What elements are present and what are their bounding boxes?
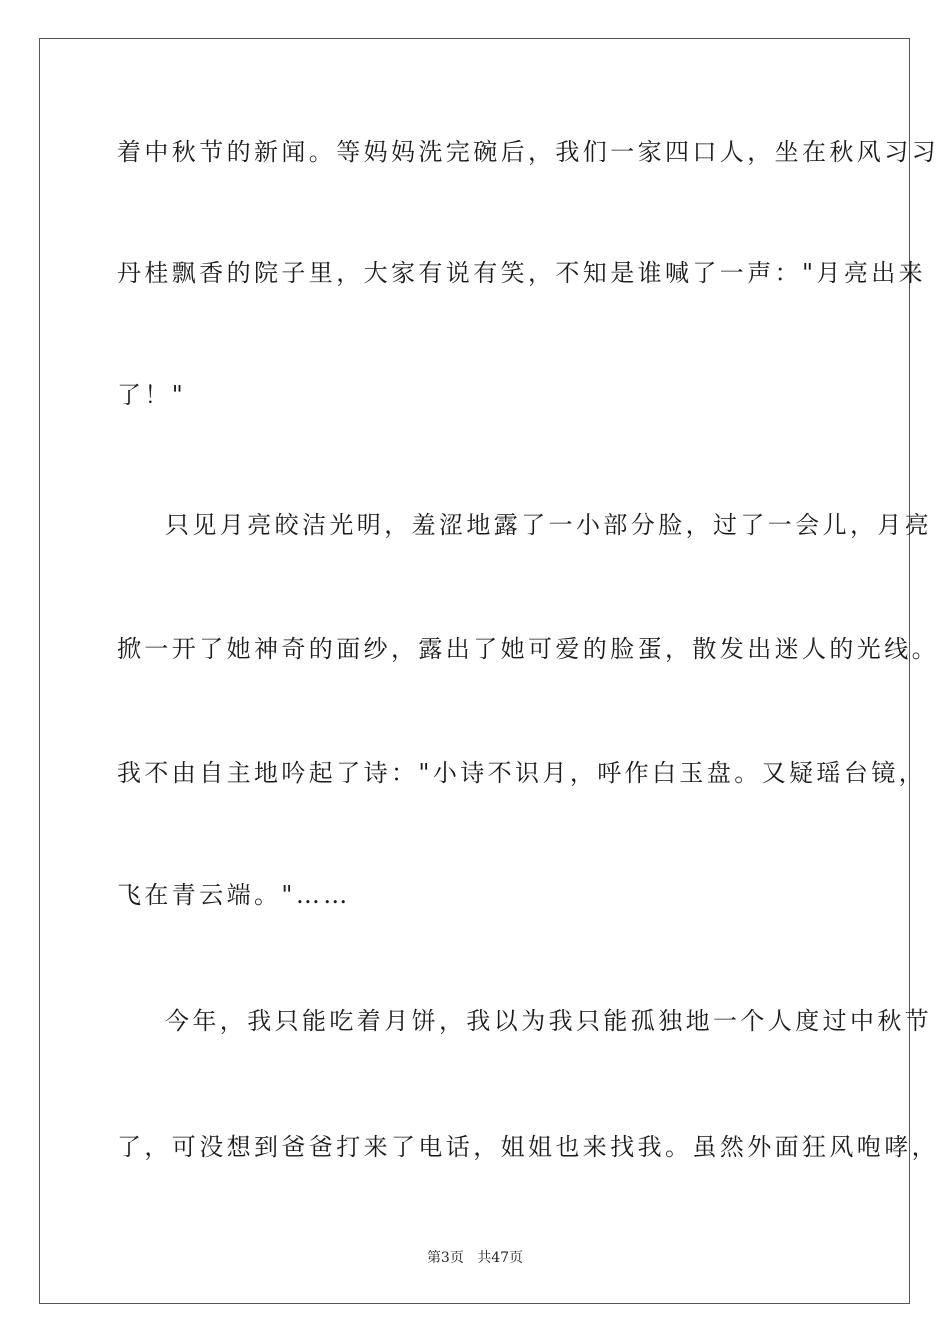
paragraph-start-line: 只见月亮皎洁光明，羞涩地露了一小部分脸，过了一会儿，月亮 (165, 511, 933, 539)
text-line: 了，可没想到爸爸打来了电话，姐姐也来找我。虽然外面狂风咆哮， (117, 1133, 939, 1161)
text-line: 飞在青云端。"…… (117, 881, 351, 909)
paragraph-start-line: 今年，我只能吃着月饼，我以为我只能孤独地一个人度过中秋节 (165, 1007, 933, 1035)
text-line: 丹桂飘香的院子里，大家有说有笑，不知是谁喊了一声："月亮出来 (117, 259, 927, 287)
text-line: 了！" (117, 381, 187, 409)
text-line: 掀一开了她神奇的面纱，露出了她可爱的脸蛋，散发出迷人的光线。 (117, 635, 939, 663)
page-border (39, 38, 910, 1304)
page-number: 第3页 (426, 1250, 464, 1266)
text-line: 着中秋节的新闻。等妈妈洗完碗后，我们一家四口人，坐在秋风习习 (117, 138, 939, 166)
page-total: 共47页 (477, 1250, 524, 1266)
text-line: 我不由自主地吟起了诗："小诗不识月，呼作白玉盘。又疑瑶台镜， (117, 759, 927, 787)
page-footer (0, 1248, 950, 1268)
